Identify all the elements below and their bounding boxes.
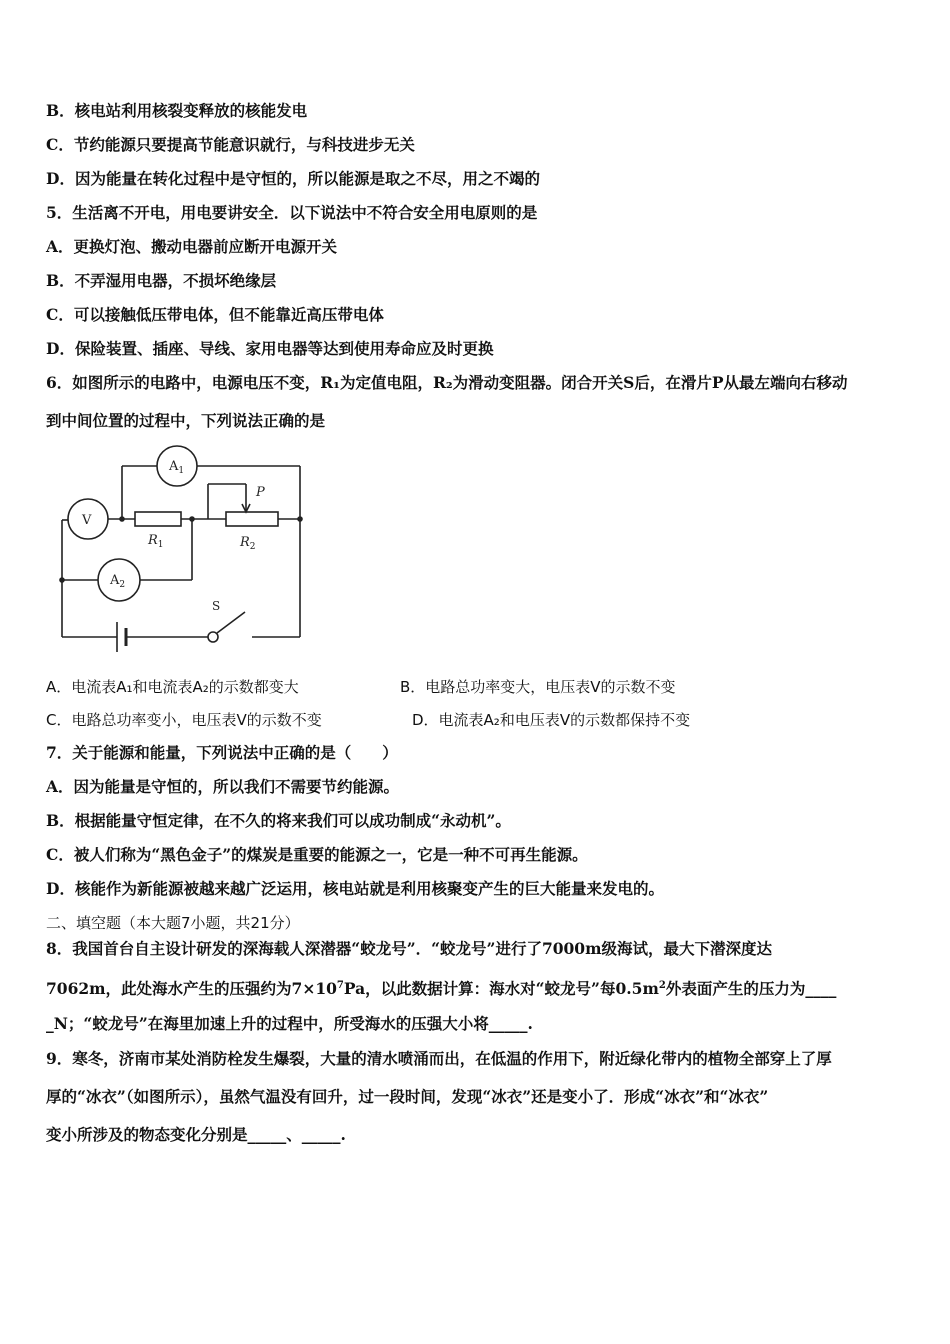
question-line: A．因为能量是守恒的，所以我们不需要节约能源。 [46, 777, 400, 796]
question-line: D．核能作为新能源被越来越广泛运用，核电站就是利用核聚变产生的巨大能量来发电的。 [46, 879, 664, 898]
option-c: C．电路总功率变小，电压表V的示数不变 [46, 711, 322, 729]
question-line: 7062m，此处海水产生的压强约为$7\times 10^7Pa$，以此数据计算：海水对“蛟龙号”每$0.5m^2$外表面产生的压力为____ [46, 979, 837, 998]
question-5-stem: 5．生活离不开电，用电要讲安全．以下说法中不符合安全用电原则的是 [46, 203, 538, 222]
question-6-options-row2 [46, 709, 916, 731]
resistor-r2-label: $R_2$ [240, 535, 256, 552]
question-line: 到中间位置的过程中，下列说法正确的是 [46, 411, 326, 430]
question-6-options-row1 [46, 676, 916, 698]
ammeter-a1-label: $A_1$ [169, 459, 185, 476]
question-7-stem: 7．关于能源和能量，下列说法中正确的是（ ） [46, 743, 398, 762]
question-line: B．不弄湿用电器，不损坏绝缘层 [46, 271, 277, 290]
question-line: D．因为能量在转化过程中是守恒的，所以能源是取之不尽，用之不竭的 [46, 169, 540, 188]
question-line: A．更换灯泡、搬动电器前应断开电源开关 [46, 237, 338, 256]
option-a: A．电流表A₁和电流表A₂的示数都变大 [46, 678, 299, 696]
switch-s-label: S [212, 599, 221, 613]
question-line: C．被人们称为“黑色金子”的煤炭是重要的能源之一，它是一种不可再生能源。 [46, 845, 588, 864]
option-b: B．电路总功率变大，电压表V的示数不变 [400, 678, 676, 696]
question-line: 厚的“冰衣”（如图所示），虽然气温没有回升，过一段时间，发现“冰衣”还是变小了．形成“冰衣”和“冰衣” [46, 1087, 769, 1106]
slider-p-label: P [256, 485, 265, 500]
resistor-r1-label: $R_1$ [148, 533, 164, 550]
question-line: 变小所涉及的物态变化分别是_____、_____. [46, 1125, 346, 1144]
question-line: B．核电站利用核裂变释放的核能发电 [46, 101, 308, 120]
question-line: C．可以接触低压带电体，但不能靠近高压带电体 [46, 305, 384, 324]
section-heading: 二、填空题（本大题7小题，共21分） [46, 914, 300, 932]
question-9-stem: 9．寒冬，济南市某处消防栓发生爆裂，大量的清水喷涌而出，在低温的作用下，附近绿化带内的植物全部穿上了厚 [46, 1049, 832, 1068]
question-line: _N；“蛟龙号”在海里加速上升的过程中，所受海水的压强大小将_____. [46, 1014, 533, 1033]
question-6-stem: 6．如图所示的电路中，电源电压不变，R₁为定值电阻，R₂为滑动变阻器。闭合开关S后，在滑片P从最左端向右移动 [46, 373, 848, 392]
option-d: D．电流表A₂和电压表V的示数都保持不变 [412, 711, 691, 729]
question-line: D．保险装置、插座、导线、家用电器等达到使用寿命应及时更换 [46, 339, 494, 358]
question-line: C．节约能源只要提高节能意识就行，与科技进步无关 [46, 135, 415, 154]
voltmeter-v-label: V [82, 513, 92, 528]
question-line: B．根据能量守恒定律，在不久的将来我们可以成功制成“永动机”。 [46, 811, 511, 830]
circuit-diagram [40, 440, 320, 665]
question-8-stem: 8．我国首台自主设计研发的深海载人深潜器“蛟龙号”．“蛟龙号”进行了7000m级海试，最大下潜深度达 [46, 939, 772, 958]
ammeter-a2-label: $A_2$ [110, 573, 126, 590]
